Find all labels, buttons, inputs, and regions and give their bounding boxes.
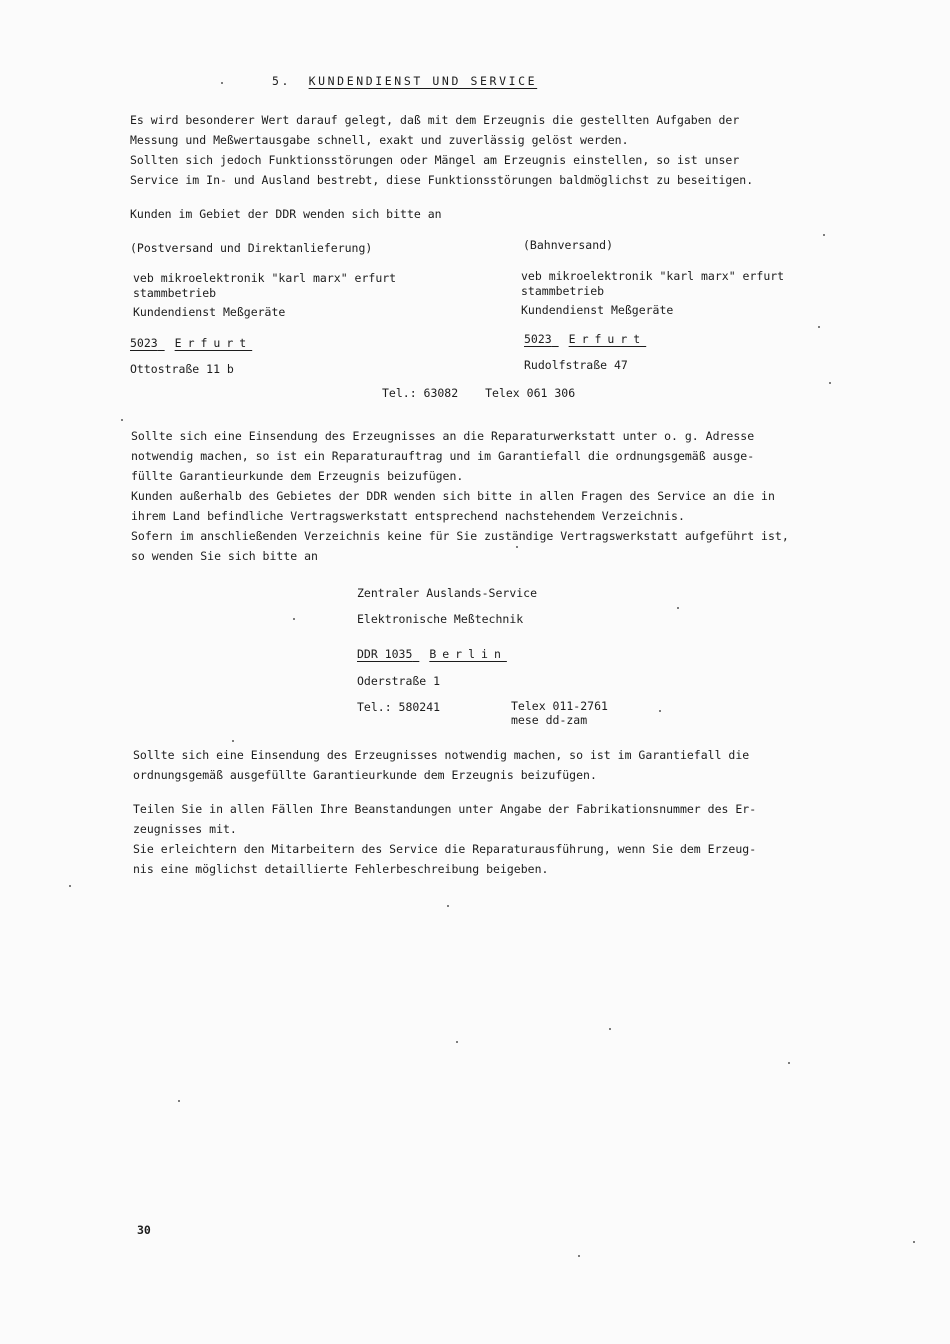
repair-line: so wenden Sie sich bitte an <box>131 549 318 563</box>
section-title: KUNDENDIENST UND SERVICE <box>308 74 538 88</box>
address-left-company: veb mikroelektronik "karl marx" erfurt <box>133 271 397 285</box>
repair-line: Kunden außerhalb des Gebietes der DDR wenden sich bitte in allen Fragen des Service an die in <box>131 489 775 503</box>
address-right-plant: stammbetrieb <box>521 284 605 298</box>
intro-paragraph <box>130 110 753 190</box>
closing-line: ordnungsgemäß ausgefüllte Garantieurkunde dem Erzeugnis beizufügen. <box>133 768 597 782</box>
intro-line: Sollten sich jedoch Funktionsstörungen oder Mängel am Erzeugnis einstellen, so ist unser <box>130 153 740 167</box>
intro-line: Es wird besonderer Wert darauf gelegt, daß mit dem Erzeugnis die gestellten Aufgaben der <box>130 113 740 127</box>
berlin-street: Oderstraße 1 <box>357 674 441 688</box>
berlin-telex: Telex 011-2761 <box>511 699 608 713</box>
berlin-division: Elektronische Meßtechnik <box>357 612 524 626</box>
address-right-city: Erfurt <box>568 332 647 346</box>
repair-line: notwendig machen, so ist ein Reparaturauftrag und im Garantiefall die ordnungsgemäß ausge- <box>131 449 755 463</box>
closing-paragraph-1 <box>133 745 749 785</box>
address-left-city: Erfurt <box>174 336 253 350</box>
closing-line: Sie erleichtern den Mitarbeitern des Service die Reparaturausführung, wenn Sie dem Erzeug- <box>133 842 757 856</box>
page-number: 30 <box>137 1223 151 1237</box>
address-left-heading: (Postversand und Direktanlieferung) <box>130 241 373 255</box>
berlin-tel: Tel.: 580241 <box>357 700 441 714</box>
erfurt-contact <box>382 386 575 400</box>
address-left-postcode: 5023 <box>130 336 158 350</box>
repair-line: füllte Garantieurkunde dem Erzeugnis beizufügen. <box>131 469 464 483</box>
address-left-city-line <box>130 336 252 350</box>
berlin-postcode: DDR 1035 <box>357 647 413 661</box>
address-right-city-line <box>524 332 646 346</box>
berlin-city: Berlin <box>429 647 507 661</box>
intro-line: Service im In- und Ausland bestrebt, diese Funktionsstörungen baldmöglichst zu beseitigen. <box>130 173 754 187</box>
section-heading <box>272 74 537 88</box>
berlin-telex-code: mese dd-zam <box>511 713 588 727</box>
repair-paragraph <box>131 426 789 566</box>
repair-line: Sofern im anschließenden Verzeichnis keine für Sie zuständige Vertragswerkstatt aufgeführt ist, <box>131 529 789 543</box>
berlin-name: Zentraler Auslands-Service <box>357 586 538 600</box>
repair-line: Sollte sich eine Einsendung des Erzeugnisses an die Reparaturwerkstatt unter o. g. Adresse <box>131 429 755 443</box>
address-right-street: Rudolfstraße 47 <box>524 358 628 372</box>
address-right-postcode: 5023 <box>524 332 552 346</box>
closing-line: Teilen Sie in allen Fällen Ihre Beanstandungen unter Angabe der Fabrikationsnummer des Er- <box>133 802 757 816</box>
erfurt-tel: Tel.: 63082 <box>382 386 459 400</box>
closing-line: zeugnisses mit. <box>133 822 237 836</box>
section-number: 5. <box>272 74 292 88</box>
closing-line: Sollte sich eine Einsendung des Erzeugnisses notwendig machen, so ist im Garantiefall die <box>133 748 750 762</box>
closing-line: nis eine möglichst detaillierte Fehlerbeschreibung beigeben. <box>133 862 549 876</box>
address-right-company: veb mikroelektronik "karl marx" erfurt <box>521 269 785 283</box>
address-left-plant: stammbetrieb <box>133 286 217 300</box>
address-left-street: Ottostraße 11 b <box>130 362 234 376</box>
address-right-heading: (Bahnversand) <box>523 238 614 252</box>
address-left-department: Kundendienst Meßgeräte <box>133 305 286 319</box>
closing-paragraph-2 <box>133 799 756 879</box>
berlin-city-line <box>357 647 507 661</box>
address-right-department: Kundendienst Meßgeräte <box>521 303 674 317</box>
intro-line: Messung und Meßwertausgabe schnell, exakt und zuverlässig gelöst werden. <box>130 133 629 147</box>
repair-line: ihrem Land befindliche Vertragswerkstatt entsprechend nachstehendem Verzeichnis. <box>131 509 685 523</box>
erfurt-telex: Telex 061 306 <box>485 386 576 400</box>
ddr-customers-line: Kunden im Gebiet der DDR wenden sich bitte an <box>130 207 442 221</box>
